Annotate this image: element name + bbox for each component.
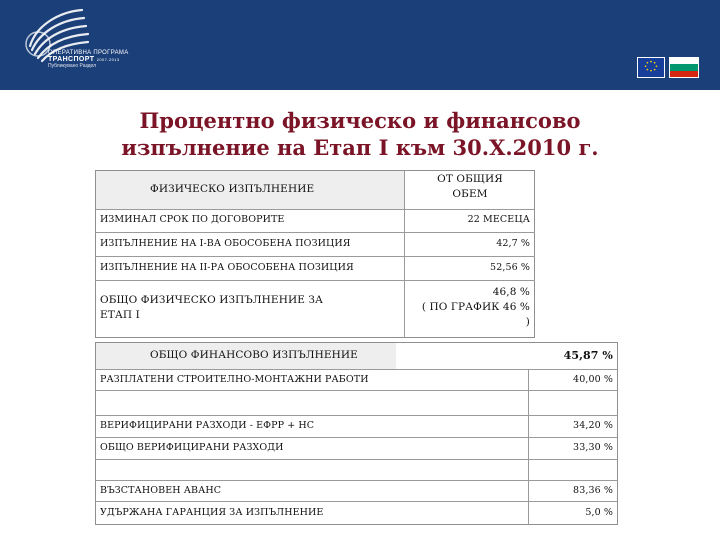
bulgarian-flag-icon	[669, 57, 699, 78]
financial-row-value: 33,30 %	[573, 442, 613, 453]
financial-row-label: УДЪРЖАНА ГАРАНЦИЯ ЗА ИЗПЪЛНЕНИЕ	[100, 507, 324, 518]
financial-row-label: ВЕРИФИЦИРАНИ РАЗХОДИ - ЕФРР + НС	[100, 420, 315, 431]
financial-row-value: 40,00 %	[573, 374, 613, 385]
financial-row-divider	[95, 480, 618, 481]
physical-total-label-line-1: ОБЩО ФИЗИЧЕСКО ИЗПЪЛНЕНИЕ ЗА	[100, 294, 324, 306]
logo-transport: ТРАНСПОРТ	[48, 56, 95, 63]
financial-row-label: РАЗПЛАТЕНИ СТРОИТЕЛНО-МОНТАЖНИ РАБОТИ	[100, 374, 369, 385]
financial-row-divider	[95, 369, 618, 370]
logo-line-1: ОПЕРАТИВНА ПРОГРАМА	[48, 50, 129, 56]
financial-row-divider	[95, 390, 618, 391]
physical-row-divider	[95, 232, 535, 233]
physical-row-value: 42,7 %	[496, 238, 530, 249]
physical-row-divider	[95, 209, 535, 210]
physical-row-label: ИЗПЪЛНЕНИЕ НА II-РА ОБОСОБЕНА ПОЗИЦИЯ	[100, 262, 354, 273]
physical-total-value-line-3: )	[525, 316, 530, 328]
physical-value-header: ОТ ОБЩИЯ ОБЕМ	[437, 173, 503, 200]
physical-total-value-line-2: ( ПО ГРАФИК 46 %	[421, 301, 530, 313]
eu-flag-icon	[637, 57, 665, 78]
logo-line-2	[48, 56, 129, 63]
physical-total-value	[410, 285, 530, 330]
financial-row-label: ВЪЗСТАНОВЕН АВАНС	[100, 485, 222, 496]
financial-row-label: ОБЩО ВЕРИФИЦИРАНИ РАЗХОДИ	[100, 442, 284, 453]
financial-row-divider	[95, 415, 618, 416]
physical-header: ФИЗИЧЕСКО ИЗПЪЛНЕНИЕ	[150, 183, 315, 195]
financial-row-value: 5,0 %	[585, 507, 613, 518]
financial-header: ОБЩО ФИНАНСОВО ИЗПЪЛНЕНИЕ	[150, 349, 358, 361]
title-line-2: изпълнение на Етап I към 30.X.2010 г.	[121, 135, 599, 160]
physical-column-divider	[404, 170, 405, 338]
logo-text	[48, 50, 129, 69]
logo-line-3: Публикувано Раздел	[48, 63, 97, 69]
financial-row-value: 34,20 %	[573, 420, 613, 431]
physical-row-value: 22 МЕСЕЦА	[467, 214, 530, 225]
financial-header-value: 45,87 %	[563, 349, 613, 362]
physical-total-label-line-2: ЕТАП I	[100, 309, 140, 321]
transport-programme-logo	[18, 4, 138, 84]
page-title	[0, 107, 720, 161]
financial-row-value: 83,36 %	[573, 485, 613, 496]
physical-total-label	[100, 293, 323, 323]
physical-row-divider	[95, 256, 535, 257]
physical-row-label: ИЗПЪЛНЕНИЕ НА I-ВА ОБОСОБЕНА ПОЗИЦИЯ	[100, 238, 351, 249]
header-banner	[0, 0, 720, 90]
physical-row-value: 52,56 %	[490, 262, 530, 273]
financial-row-divider	[95, 459, 618, 460]
physical-total-value-line-1: 46,8 %	[492, 286, 530, 298]
financial-row-divider	[95, 437, 618, 438]
title-line-1: Процентно физическо и финансово	[139, 108, 581, 133]
physical-row-label: ИЗМИНАЛ СРОК ПО ДОГОВОРИТЕ	[100, 214, 285, 225]
logo-years: 2007-2013	[96, 57, 120, 62]
physical-row-divider	[95, 280, 535, 281]
financial-row-divider	[95, 501, 618, 502]
